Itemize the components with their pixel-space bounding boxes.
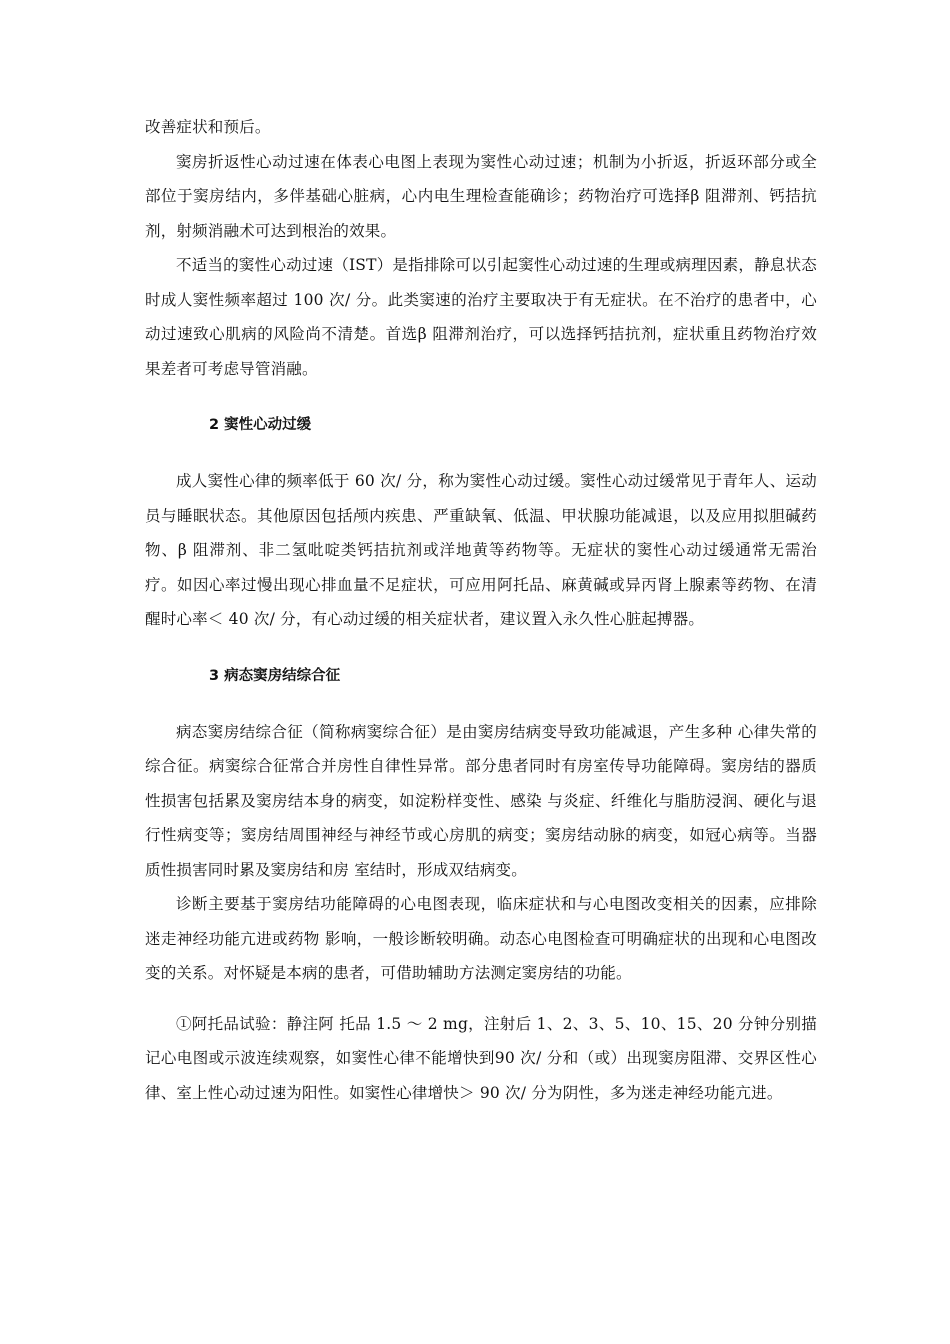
paragraph-sinus-bradycardia: 成人窦性心律的频率低于 60 次/ 分，称为窦性心动过缓。窦性心动过缓常见于青年人、运动员与睡眠状态。其他原因包括颅内疾患、严重缺氧、低温、甲状腺功能减退，以及应用拟胆碱药物、β 阻滞剂、非二氢吡啶类钙拮抗剂或洋地黄等药物等。无症状的窦性心动过缓通常无需治疗。如因心率过慢出现心排血量不足症状，可应用阿托品、麻黄碱或异丙肾上腺素等药物、在清醒时心率＜ 40 次/ 分，有心动过缓的相关症状者，建议置入永久性心脏起搏器。: [145, 472, 817, 628]
paragraph-ist: 不适当的窦性心动过速（IST）是指排除可以引起窦性心动过速的生理或病理因素，静息状态时成人窦性频率超过 100 次/ 分。此类窦速的治疗主要取决于有无症状。在不治疗的患者中，心动过速致心肌病的风险尚不清楚。首选β 阻滞剂治疗，可以选择钙拮抗剂，症状重且药物治疗效果差者可考虑导管消融。: [145, 256, 817, 378]
section-heading-sick-sinus-syndrome: 3 病态窦房结综合征: [209, 667, 341, 684]
paragraph-atropine-test: ①阿托品试验：静注阿 托品 1.5 ～ 2 mg，注射后 1、2、3、5、10、15、20 分钟分别描记心电图或示波连续观察，如窦性心律不能增快到90 次/ 分和（或）出现窦房阻滞、交界区性心律、室上性心动过速为阳性。如窦性心律增快＞ 90 次/ 分为阴性，多为迷走神经功能亢进。: [145, 1014, 817, 1102]
section-heading-sinus-bradycardia: 2 窦性心动过缓: [209, 417, 312, 433]
paragraph-sss-diagnosis: 诊断主要基于窦房结功能障碍的心电图表现，临床症状和与心电图改变相关的因素，应排除迷走神经功能亢进或药物 影响，一般诊断较明确。动态心电图检查可明确症状的出现和心电图改变的关系。对怀疑是本病的患者，可借助辅助方法测定窦房结的功能。: [145, 895, 817, 982]
paragraph-sss-definition: 病态窦房结综合征（简称病窦综合征）是由窦房结病变导致功能减退，产生多种 心律失常的综合征。病窦综合征常合并房性自律性异常。部分患者同时有房室传导功能障碍。窦房结的器质性损害包括累及窦房结本身的病变，如淀粉样变性、感染 与炎症、纤维化与脂肪浸润、硬化与退行性病变等；窦房结周围神经与神经节或心房肌的病变；窦房结动脉的病变，如冠心病等。当器质性损害同时累及窦房结和房 室结时，形成双结病变。: [145, 722, 817, 879]
paragraph-sinoatrial-reentry: 窦房折返性心动过速在体表心电图上表现为窦性心动过速；机制为小折返，折返环部分或全部位于窦房结内，多伴基础心脏病，心内电生理检查能确诊；药物治疗可选择β 阻滞剂、钙拮抗剂，射频消融术可达到根治的效果。: [145, 152, 817, 240]
paragraph-continuation: 改善症状和预后。: [145, 118, 271, 136]
document-body: [145, 110, 817, 1110]
